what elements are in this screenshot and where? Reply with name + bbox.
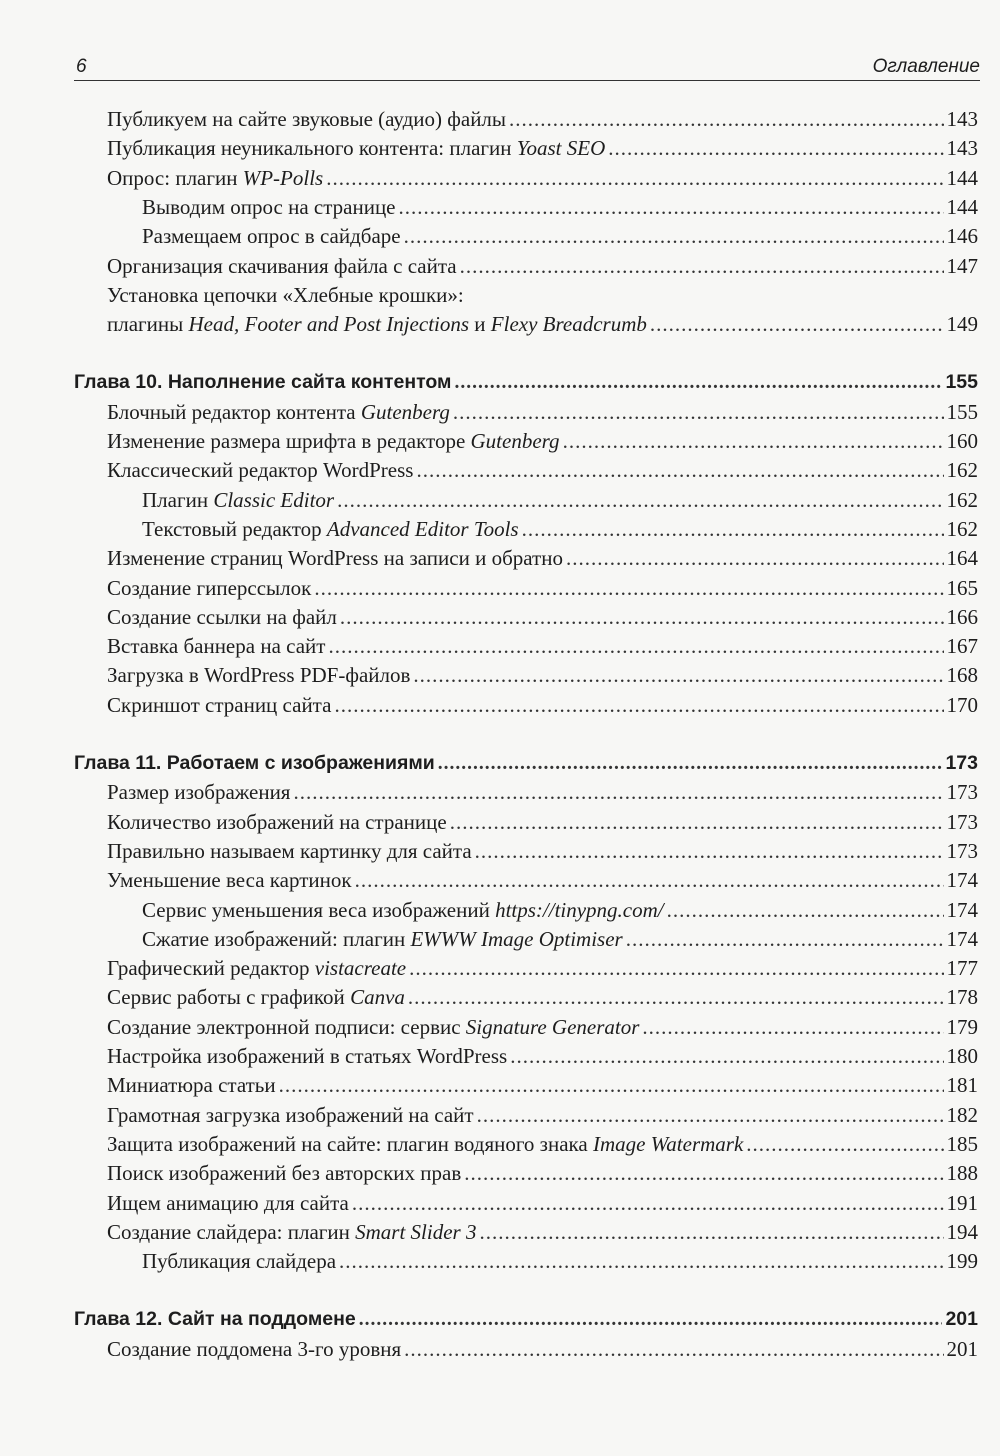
- toc-title-part: Поиск изображений без авторских прав: [107, 1161, 462, 1186]
- toc-page-number: 174: [946, 897, 978, 922]
- toc-entry-title: [142, 924, 623, 954]
- running-title: Оглавление: [872, 56, 980, 77]
- toc-title-part: Глава 11. Работаем с изображениями: [74, 752, 435, 774]
- toc-entry: [142, 221, 978, 251]
- toc-title-italic-part: EWWW Image Optimiser: [410, 926, 623, 951]
- toc-entry: [107, 397, 978, 427]
- dot-leader: [450, 807, 944, 837]
- toc-title-part: Размещаем опрос в сайдбаре: [142, 224, 401, 249]
- toc-page-number: 164: [946, 546, 978, 571]
- dot-leader: [409, 953, 943, 983]
- toc-entry: [107, 953, 978, 983]
- toc-page-number: 199: [946, 1249, 978, 1274]
- dot-leader: [328, 631, 943, 661]
- toc-page-number: 173: [946, 809, 978, 834]
- toc-title-part: Графический редактор: [107, 956, 315, 981]
- toc-title-part: Классический редактор WordPress: [107, 458, 414, 483]
- toc-title-part: Изменение размера шрифта в редакторе: [107, 429, 471, 453]
- toc-title-part: Блочный редактор контента: [107, 399, 361, 424]
- dot-leader: [416, 455, 943, 485]
- toc-entry-title: [142, 1246, 336, 1276]
- dot-leader: [566, 543, 944, 573]
- dot-leader: [477, 1100, 944, 1130]
- toc-entry-title: [74, 1304, 356, 1334]
- dot-leader: [460, 251, 944, 281]
- dot-leader: [454, 368, 942, 398]
- toc-entry-title: [107, 1129, 743, 1159]
- toc-entry-title: [107, 283, 464, 307]
- toc-entry: [107, 104, 978, 134]
- toc-entry-title: [107, 660, 410, 690]
- toc-page-number: 173: [946, 780, 978, 805]
- toc-title-part: плагины: [107, 312, 189, 337]
- toc-title-part: Загрузка в WordPress PDF-файлов: [107, 663, 411, 688]
- toc-entry: [107, 251, 978, 281]
- toc-entry: [142, 192, 978, 222]
- toc-entry: [142, 1246, 978, 1276]
- toc-page-number: 182: [946, 1102, 978, 1127]
- toc-title-part: Создание электронной подписи: сервис: [107, 1014, 466, 1039]
- toc-title-part: Текстовый редактор: [142, 516, 327, 541]
- toc-entry-title: [107, 251, 457, 281]
- toc-page-number: 143: [946, 136, 978, 161]
- dot-leader: [642, 1012, 943, 1042]
- dot-leader: [413, 660, 943, 690]
- toc-entry-title: [107, 163, 323, 193]
- toc-entry-title: [107, 777, 290, 807]
- toc-title-italic-part: Canva: [350, 985, 405, 1010]
- dot-leader: [479, 1217, 943, 1247]
- toc-title-part: Грамотная загрузка изображений на сайт: [107, 1102, 474, 1127]
- dot-leader: [510, 1041, 943, 1071]
- toc-title-italic-part: Gutenberg: [470, 429, 560, 453]
- toc-entry-title: [107, 104, 506, 134]
- toc-entry-title: [107, 1041, 507, 1071]
- dot-leader: [359, 1305, 943, 1335]
- toc-page-number: 180: [946, 1044, 978, 1068]
- toc-entry: [107, 280, 978, 310]
- toc-entry: [107, 631, 978, 661]
- toc-page-number: 178: [946, 985, 978, 1010]
- toc-title-italic-part: Advanced Editor Tools: [326, 516, 519, 541]
- toc-title-italic-part: Classic Editor: [213, 487, 335, 512]
- dot-leader: [438, 749, 943, 779]
- toc-title-part: Создание поддомена 3-го уровня: [107, 1336, 402, 1361]
- toc-page-number: 147: [946, 253, 978, 278]
- toc-entry-title: [107, 690, 331, 720]
- toc-entry-title: [74, 367, 451, 397]
- toc-entry: [142, 485, 978, 515]
- dot-leader: [334, 690, 943, 720]
- toc-entry: [107, 573, 978, 603]
- dot-leader: [650, 309, 944, 339]
- toc-title-part: Сервис работы с графикой: [107, 985, 351, 1010]
- toc-title-part: и: [469, 312, 491, 337]
- dot-leader: [337, 485, 943, 515]
- toc-entry: [107, 543, 978, 573]
- toc-entry: [107, 1070, 978, 1100]
- toc-title-part: Организация скачивания файла с сайта: [107, 253, 457, 278]
- toc-title-italic-part: WP-Polls: [242, 165, 324, 190]
- page-number: 6: [76, 56, 87, 77]
- toc-entry-title: [142, 192, 396, 222]
- toc-entry-title: [107, 1012, 639, 1042]
- toc-page-number: 144: [946, 165, 978, 190]
- toc-page-number: 173: [946, 838, 978, 863]
- toc-page-number: 160: [946, 429, 978, 453]
- dot-leader: [563, 426, 944, 456]
- dot-leader: [399, 192, 944, 222]
- toc-entry: [142, 895, 978, 925]
- toc-entry-title: [107, 807, 447, 837]
- toc-page-number: 185: [946, 1131, 978, 1156]
- toc-page-number: 191: [946, 1190, 978, 1215]
- toc-entry: [142, 514, 978, 544]
- toc-title-part: Установка цепочки «Хлебные крошки»:: [107, 282, 464, 307]
- toc-entry-title: [107, 1070, 276, 1100]
- toc-chapter-entry: [74, 367, 978, 397]
- toc-entry-title: [107, 1158, 461, 1188]
- toc-entry: [107, 1041, 978, 1071]
- toc-title-part: Изменение страниц WordPress на записи и обратно: [107, 546, 563, 571]
- dot-leader: [667, 895, 944, 925]
- toc-title-part: Скриншот страниц сайта: [107, 692, 332, 717]
- toc-page-number: 165: [946, 575, 978, 600]
- toc-entry-title: [107, 631, 325, 661]
- toc-page-number: 144: [946, 194, 978, 219]
- toc-entry-title: [107, 426, 560, 456]
- dot-leader: [314, 573, 943, 603]
- toc-page-number: 162: [946, 487, 978, 512]
- toc-page-number: 170: [946, 692, 978, 717]
- running-header: [74, 46, 980, 81]
- dot-leader: [279, 1070, 944, 1100]
- toc-page-number: 149: [946, 312, 978, 337]
- toc-page-number: 143: [946, 107, 978, 131]
- dot-leader: [464, 1158, 943, 1188]
- toc-title-part: Настройка изображений в статьях WordPress: [107, 1044, 508, 1068]
- toc-title-italic-part: Gutenberg: [360, 399, 450, 424]
- toc-page-number: 166: [946, 604, 978, 629]
- toc-entry-title: [107, 865, 352, 895]
- toc-page-number: 146: [946, 224, 978, 249]
- toc-title-part: Правильно называем картинку для сайта: [107, 838, 472, 863]
- toc-page-number: 181: [946, 1073, 978, 1098]
- dot-leader: [326, 163, 943, 193]
- toc-entry: [107, 163, 978, 193]
- toc-title-part: Создание гиперссылок: [107, 575, 312, 600]
- toc-entry: [107, 1158, 978, 1188]
- toc-entry-title: [107, 1217, 476, 1247]
- dot-leader: [404, 221, 944, 251]
- toc-title-part: Глава 10. Наполнение сайта контентом: [74, 371, 452, 394]
- toc-entry-title: [107, 602, 337, 632]
- toc-chapter-entry: [74, 748, 978, 778]
- toc-title-italic-part: Head, Footer and Post Injections: [188, 312, 470, 337]
- dot-leader: [352, 1188, 944, 1218]
- toc-title-italic-part: https://tinypng.com/: [495, 897, 664, 922]
- toc-entry: [107, 602, 978, 632]
- toc-chapter-entry: [74, 1304, 978, 1334]
- dot-leader: [404, 1334, 943, 1364]
- toc-title-part: Создание слайдера: плагин: [107, 1219, 356, 1244]
- dot-leader: [475, 836, 944, 866]
- toc-entry-title: [107, 455, 413, 485]
- toc-title-part: Защита изображений на сайте: плагин водяного знака: [107, 1131, 593, 1156]
- toc-entry: [107, 807, 978, 837]
- toc-title-italic-part: Smart Slider 3: [355, 1219, 477, 1244]
- toc-entry-title: [142, 221, 401, 251]
- toc-entry-title: [107, 309, 647, 339]
- toc-title-italic-part: Yoast SEO: [516, 136, 606, 161]
- toc-title-italic-part: Signature Generator: [465, 1014, 640, 1039]
- toc-page-number: 162: [946, 516, 978, 541]
- toc-page-number: 188: [946, 1161, 978, 1186]
- toc-page-number: 155: [946, 399, 978, 424]
- toc-entry: [107, 777, 978, 807]
- toc-title-part: Глава 12. Сайт на поддомене: [74, 1308, 356, 1331]
- toc-entry: [107, 1217, 978, 1247]
- toc-entry: [107, 1012, 978, 1042]
- dot-leader: [626, 924, 944, 954]
- toc-page-number: 174: [946, 868, 978, 893]
- toc-title-part: Публикуем на сайте звуковые (аудио) файлы: [107, 107, 507, 131]
- toc-entry-title: [107, 1100, 474, 1130]
- toc-entry: [107, 133, 978, 163]
- toc-title-part: Создание ссылки на файл: [107, 604, 337, 629]
- toc-entry-title: [107, 543, 563, 573]
- toc-entry: [107, 865, 978, 895]
- toc-entry-title: [142, 514, 519, 544]
- toc-title-part: Сжатие изображений: плагин: [142, 926, 411, 951]
- toc-entry-title: [107, 1188, 349, 1218]
- toc-page-number: 177: [946, 956, 978, 981]
- toc-page-number: 168: [946, 663, 978, 688]
- toc-page-number: 173: [945, 752, 978, 774]
- toc-page-number: 155: [945, 371, 978, 394]
- toc-entry: [107, 1100, 978, 1130]
- dot-leader: [355, 865, 944, 895]
- dot-leader: [408, 982, 944, 1012]
- dot-leader: [453, 397, 944, 427]
- toc-page-number: 162: [946, 458, 978, 483]
- toc-title-italic-part: Image Watermark: [593, 1131, 744, 1156]
- toc-entry-title: [107, 1334, 401, 1364]
- toc-entry-title: [107, 397, 450, 427]
- toc-entry: [142, 924, 978, 954]
- toc-entry-title: [142, 485, 334, 515]
- toc-title-italic-part: Flexy Breadcrumb: [490, 312, 647, 337]
- toc-entry-title: [107, 982, 405, 1012]
- toc-title-part: Миниатюра статьи: [107, 1073, 276, 1098]
- toc-entry-title: [142, 895, 664, 925]
- toc-title-part: Опрос: плагин: [107, 165, 243, 190]
- toc-title-part: Плагин: [142, 487, 214, 512]
- dot-leader: [522, 514, 944, 544]
- toc-entry-title: [107, 133, 605, 163]
- toc-entry-title: [107, 953, 406, 983]
- dot-leader: [339, 1246, 943, 1276]
- toc-entry: [107, 660, 978, 690]
- dot-leader: [293, 777, 943, 807]
- toc-title-part: Уменьшение веса картинок: [107, 868, 352, 893]
- toc-title-part: Количество изображений на странице: [107, 809, 447, 834]
- toc-entry: [107, 690, 978, 720]
- toc-entry-title: [107, 573, 311, 603]
- toc-title-part: Сервис уменьшения веса изображений: [142, 897, 496, 922]
- toc-page-number: 201: [945, 1308, 978, 1331]
- dot-leader: [608, 133, 943, 163]
- toc-entry: [107, 309, 978, 339]
- toc-entry: [107, 1129, 978, 1159]
- toc-entry: [107, 1334, 978, 1364]
- dot-leader: [340, 602, 944, 632]
- toc-entry: [107, 982, 978, 1012]
- toc-entry: [107, 836, 978, 866]
- toc-title-part: Вставка баннера на сайт: [107, 634, 326, 659]
- toc-entry: [107, 1188, 978, 1218]
- toc-title-part: Размер изображения: [107, 780, 291, 805]
- toc-title-italic-part: vistacreate: [314, 956, 407, 981]
- toc-entry: [107, 455, 978, 485]
- toc-entry: [107, 426, 978, 456]
- toc-title-part: Выводим опрос на странице: [142, 194, 396, 219]
- toc-title-part: Публикация неуникального контента: плагин: [107, 136, 517, 161]
- toc-page-number: 194: [946, 1219, 978, 1244]
- toc-page-number: 167: [946, 634, 978, 659]
- toc-title-part: Публикация слайдера: [142, 1249, 337, 1274]
- dot-leader: [746, 1129, 943, 1159]
- toc-entry-title: [107, 836, 472, 866]
- toc-entry-title: [74, 748, 435, 778]
- toc-title-part: Ищем анимацию для сайта: [107, 1190, 349, 1215]
- toc-page-number: 179: [946, 1014, 978, 1039]
- dot-leader: [509, 104, 943, 134]
- toc-page-number: 201: [946, 1336, 978, 1361]
- toc-page-number: 174: [946, 926, 978, 951]
